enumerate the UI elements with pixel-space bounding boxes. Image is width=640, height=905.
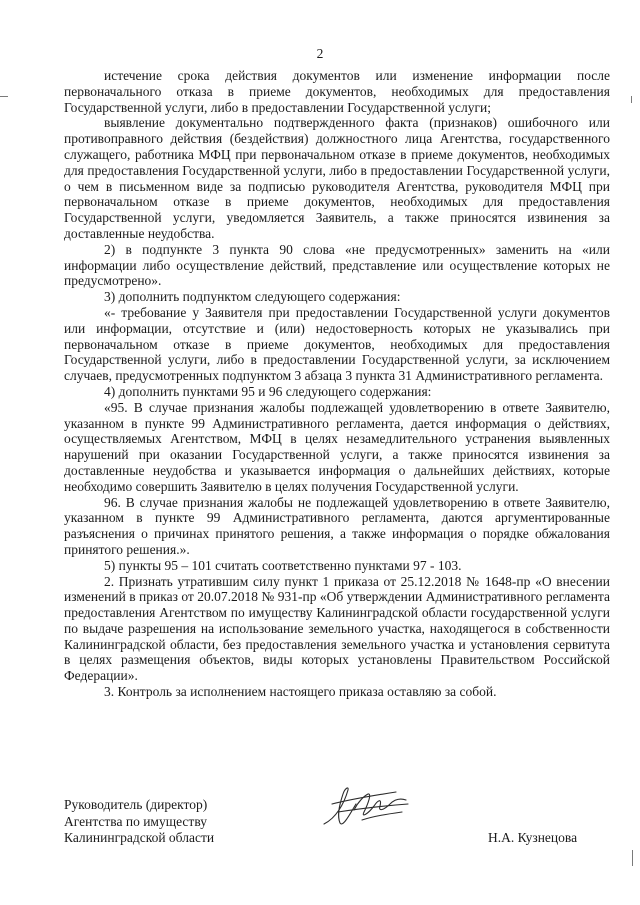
paragraph: 3) дополнить подпунктом следующего содержания: (104, 289, 401, 305)
scan-margin-mark (631, 96, 632, 103)
signer-title-line: Калининградской области (64, 830, 215, 845)
handwritten-signature-icon (318, 782, 414, 832)
paragraph: 96. В случае признания жалобы не подлежащей удовлетворению в ответе Заявителю, указанном в пункте 99 Административного регламента, даются аргументированные разъяснения о причинах принятого решения, а также информация о порядке обжалования принятого решения.». (64, 494, 610, 557)
paragraph: 5) пункты 95 – 101 считать соответственно пунктами 97 - 103. (104, 557, 462, 573)
paragraph: истечение срока действия документов или изменение информации после первоначального отказа в приеме документов, необходимых для предоставления Государственной услуги, либо в предоставлении Государственной услуги; (64, 68, 610, 115)
paragraph: «95. В случае признания жалобы подлежащей удовлетворению в ответе Заявителю, указанном в пункте 99 Административного регламента, дается информация о действиях, осуществляемых Агентством, МФЦ в целях незамедлительного устранения выявленных нарушений при оказании Государственной услуги, а также приносятся извинения за доставленные неудобства и указывается информация о дальнейших действиях, которые необходимо совершить Заявителю в целях получения Государственной услуги. (64, 399, 610, 494)
scan-margin-mark (632, 850, 633, 866)
scan-margin-mark (0, 96, 8, 97)
paragraph: 2) в подпункте 3 пункта 90 слова «не предусмотренных» заменить на «или информации либо осуществление действий, представление или осуществление которых не предусмотрено». (64, 241, 610, 289)
signer-title-line: Агентства по имуществу (64, 813, 207, 829)
paragraph: 3. Контроль за исполнением настоящего приказа оставляю за собой. (104, 684, 497, 700)
paragraph: выявление документально подтвержденного факта (признаков) ошибочного или противоправного действия (бездействия) должностного лица Агентства, государственного служащего, работника МФЦ при первоначальном отказе в приеме документов, необходимых для предоставления Государственной услуги, либо в предоставлении Государственной услуги, о чем в письменном виде за подписью руководителя Агентства, руководителя МФЦ при первоначальном отказе в приеме документов, необходимых для предоставления Государственной услуги, уведомляется Заявитель, а также приносятся извинения за доставленные неудобства. (64, 115, 610, 241)
page-number: 2 (316, 46, 324, 61)
paragraph: 2. Признать утратившим силу пункт 1 приказа от 25.12.2018 № 1648-пр «О внесении изменений в приказ от 20.07.2018 № 931-пр «Об утверждении Административного регламента предоставления Агентством по имуществу Калининградской области государственной услуги по выдаче разрешения на использование земельного участка, находящегося в собственности Калининградской области, без предоставления земельного участка и установления сервитута в целях размещения объектов, виды которых установлены Правительством Российской Федерации». (64, 573, 610, 684)
signer-name: Н.А. Кузнецова (488, 830, 578, 845)
paragraph: «- требование у Заявителя при предоставлении Государственной услуги документов или информации, отсутствие и (или) недостоверность которых не указывались при первоначальном отказе в приеме документов, необходимых для предоставления Государственной услуги, либо в предоставлении Государственной услуги, за исключением случаев, предусмотренных подпунктом 3 абзаца 3 пункта 31 Административного регламента. (64, 304, 610, 384)
signer-title-line: Руководитель (директор) (64, 797, 208, 812)
document-body (64, 68, 610, 700)
paragraph: 4) дополнить пунктами 95 и 96 следующего содержания: (104, 383, 432, 399)
